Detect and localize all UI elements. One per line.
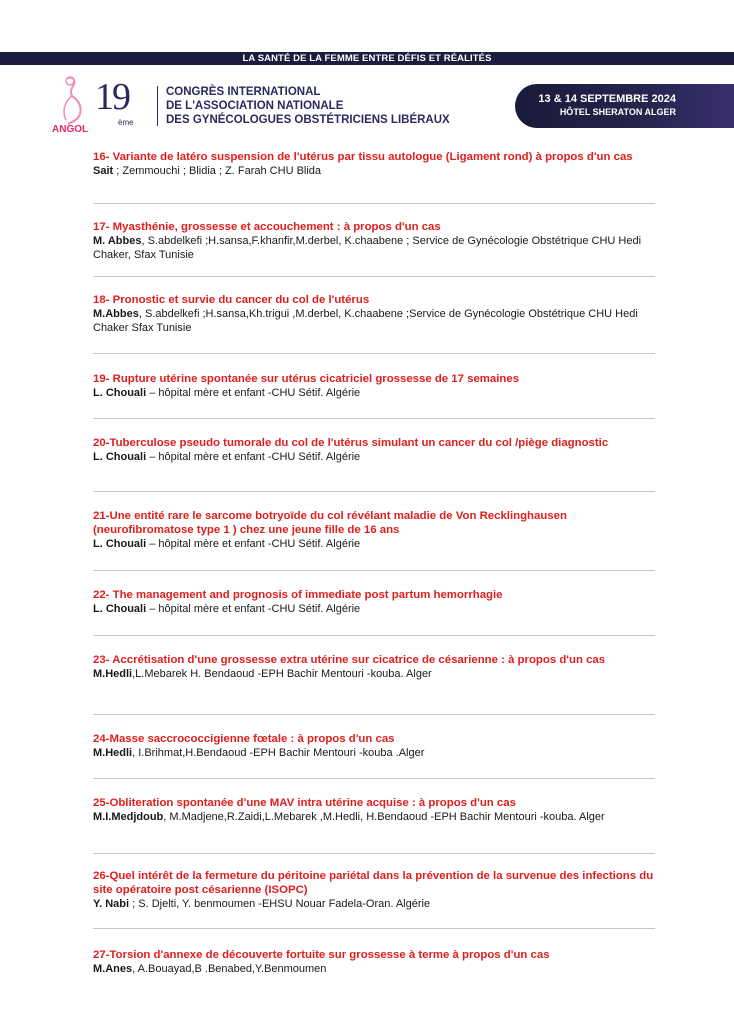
abstract-title: 16- Variante de latéro suspension de l'utérus par tissu autologue (Ligament rond) à propos d'un cas xyxy=(93,151,633,163)
co-authors: – hôpital mère et enfant -CHU Sétif. Algérie xyxy=(146,451,361,463)
abstract-authors xyxy=(93,897,655,911)
abstract-entry xyxy=(93,509,655,551)
entry-divider xyxy=(93,491,655,492)
co-authors: – hôpital mère et enfant -CHU Sétif. Algérie xyxy=(146,538,361,550)
abstract-title: 24-Masse saccrococcigienne fœtale : à propos d'un cas xyxy=(93,733,395,745)
lead-author: Sait xyxy=(93,165,114,177)
abstract-title: 27-Torsion d'annexe de découverte fortuite sur grossesse à terme à propos d'un cas xyxy=(93,949,550,961)
abstract-entry xyxy=(93,948,655,976)
lead-author: M.Hedli xyxy=(93,747,133,759)
co-authors: , S.abdelkefi ;H.sansa,Kh.trigui ,M.derbel, K.chaabene ;Service de Gynécologie Obstétrique CHU Hedi Chaker Sfax Tunisie xyxy=(93,308,638,334)
lead-author: M.I.Medjdoub xyxy=(93,811,164,823)
banner: LA SANTÉ DE LA FEMME ENTRE DÉFIS ET RÉALITÉS xyxy=(0,52,734,65)
entry-divider xyxy=(93,928,655,929)
abstract-authors xyxy=(93,962,655,976)
lead-author: M.Hedli xyxy=(93,668,133,680)
lead-author: L. Chouali xyxy=(93,538,147,550)
pregnant-woman-icon xyxy=(48,72,96,136)
abstract-authors xyxy=(93,307,655,335)
abstract-entry xyxy=(93,796,655,824)
abstract-title: 18- Pronostic et survie du cancer du col de l'utérus xyxy=(93,294,370,306)
logo-text: ANGOL xyxy=(52,124,89,135)
abstract-entry xyxy=(93,150,655,178)
entry-divider xyxy=(93,418,655,419)
entry-divider xyxy=(93,203,655,204)
entry-divider xyxy=(93,714,655,715)
angol-logo xyxy=(48,72,96,136)
edition-number: 19 xyxy=(95,76,129,118)
abstract-authors xyxy=(93,602,655,616)
abstract-title: 26-Quel intérêt de la fermeture du péritoine pariétal dans la prévention de la survenue des infections du site opératoire post césarienne (ISOPC) xyxy=(93,870,654,896)
abstract-title: 25-Obliteration spontanée d'une MAV intra utérine acquise : à propos d'un cas xyxy=(93,797,516,809)
abstract-title: 20-Tuberculose pseudo tumorale du col de l'utérus simulant un cancer du col /piège diagnostic xyxy=(93,437,609,449)
abstract-authors xyxy=(93,164,655,178)
co-authors: ,L.Mebarek H. Bendaoud -EPH Bachir Mentouri -kouba. Alger xyxy=(132,668,432,680)
abstract-title: 17- Myasthénie, grossesse et accouchement : à propos d'un cas xyxy=(93,221,441,233)
abstract-title: 21-Une entité rare le sarcome botryoïde du col révélant maladie de Von Recklinghausen (neurofibromatose type 1 ) chez une jeune fille de 16 ans xyxy=(93,510,567,536)
lead-author: L. Chouali xyxy=(93,451,147,463)
entry-divider xyxy=(93,778,655,779)
abstract-authors xyxy=(93,746,655,760)
abstract-title: 23- Accrétisation d'une grossesse extra utérine sur cicatrice de césarienne : à propos d'un cas xyxy=(93,654,606,666)
abstract-authors xyxy=(93,234,655,262)
entry-divider xyxy=(93,570,655,571)
entry-divider xyxy=(93,276,655,277)
entry-divider xyxy=(93,635,655,636)
co-authors: , S.abdelkefi ;H.sansa,F.khanfir,M.derbel, K.chaabene ; Service de Gynécologie Obstétrique CHU Hedi Chaker, Sfax Tunisie xyxy=(93,235,642,261)
lead-author: L. Chouali xyxy=(93,387,147,399)
congress-line: DES GYNÉCOLOGUES OBSTÉTRICIENS LIBÉRAUX xyxy=(166,114,450,126)
abstract-entry xyxy=(93,653,655,681)
abstract-authors xyxy=(93,386,655,400)
lead-author: M.Anes xyxy=(93,963,133,975)
abstract-entry xyxy=(93,293,655,335)
co-authors: , I.Brihmat,H.Bendaoud -EPH Bachir Mentouri -kouba .Alger xyxy=(132,747,425,759)
co-authors: , M.Madjene,R.Zaidi,L.Mebarek ,M.Hedli, H.Bendaoud -EPH Bachir Mentouri -kouba. Alger xyxy=(163,811,605,823)
congress-title xyxy=(166,85,450,127)
congress-line: DE L'ASSOCIATION NATIONALE xyxy=(166,100,344,112)
co-authors: ; Zemmouchi ; Blidia ; Z. Farah CHU Blida xyxy=(113,165,322,177)
abstract-authors xyxy=(93,450,655,464)
header-divider xyxy=(157,86,158,126)
abstract-title: 22- The management and prognosis of immediate post partum hemorrhagie xyxy=(93,589,503,601)
abstract-entry xyxy=(93,732,655,760)
abstract-authors xyxy=(93,537,655,551)
entry-divider xyxy=(93,353,655,354)
abstract-entry xyxy=(93,372,655,400)
abstract-authors xyxy=(93,810,655,824)
abstract-entry xyxy=(93,588,655,616)
edition-suffix: ème xyxy=(118,118,134,127)
lead-author: M.Abbes xyxy=(93,308,139,320)
event-dates: 13 & 14 SEPTEMBRE 2024 xyxy=(538,93,676,105)
lead-author: M. Abbes xyxy=(93,235,142,247)
abstract-entry xyxy=(93,436,655,464)
lead-author: Y. Nabi xyxy=(93,898,130,910)
date-banner xyxy=(515,84,734,128)
congress-line: CONGRÈS INTERNATIONAL xyxy=(166,86,321,98)
abstract-entry xyxy=(93,869,655,911)
lead-author: L. Chouali xyxy=(93,603,147,615)
co-authors: – hôpital mère et enfant -CHU Sétif. Algérie xyxy=(146,387,361,399)
abstract-title: 19- Rupture utérine spontanée sur utérus cicatriciel grossesse de 17 semaines xyxy=(93,373,520,385)
co-authors: , A.Bouayad,B .Benabed,Y.Benmoumen xyxy=(132,963,327,975)
event-venue: HÔTEL SHERATON ALGER xyxy=(559,107,676,117)
abstract-entry xyxy=(93,220,655,262)
entry-divider xyxy=(93,853,655,854)
abstract-authors xyxy=(93,667,655,681)
co-authors: – hôpital mère et enfant -CHU Sétif. Algérie xyxy=(146,603,361,615)
co-authors: ; S. Djelti, Y. benmoumen -EHSU Nouar Fadela-Oran. Algérie xyxy=(129,898,431,910)
